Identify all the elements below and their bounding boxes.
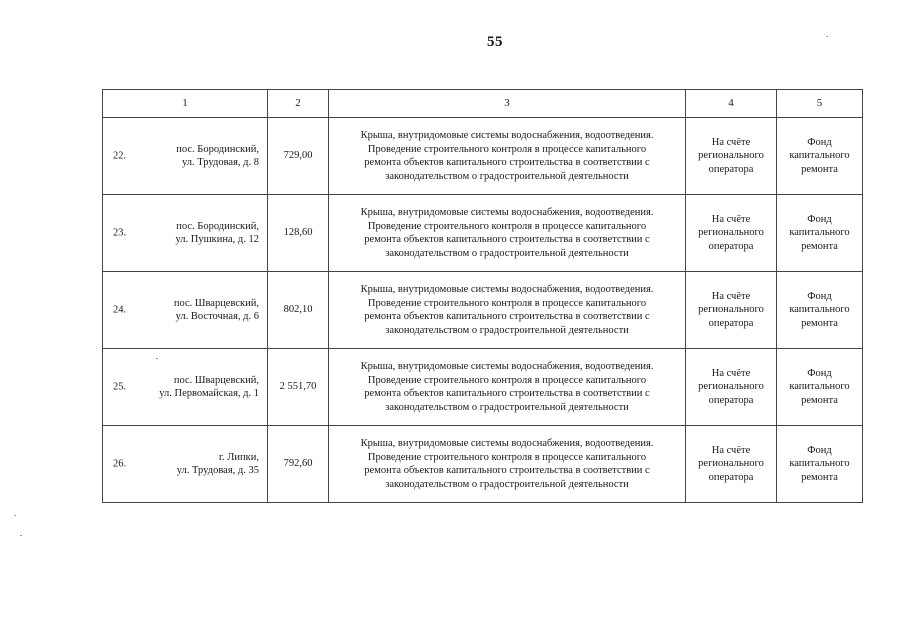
fund-line: капитального xyxy=(789,150,850,162)
works-line: ремонта объектов капитального строительства в соответствии с xyxy=(364,311,650,322)
settlement-name: пос. Шварцевский, xyxy=(173,374,259,386)
works-line: Крыша, внутридомовые системы водоснабжения, водоотведения. xyxy=(360,130,654,141)
row-number: 24. xyxy=(113,304,127,316)
executor-line: регионального xyxy=(698,304,764,316)
address-text xyxy=(103,220,267,247)
fund-line: ремонта xyxy=(801,163,838,175)
fund-line: капитального xyxy=(789,227,850,239)
executor-line: оператора xyxy=(708,394,754,406)
works-line: Крыша, внутридомовые системы водоснабжения, водоотведения. xyxy=(360,284,654,295)
works-line: ремонта объектов капитального строительства в соответствии с xyxy=(364,388,650,399)
executor-line: На счёте xyxy=(711,213,751,225)
address-text xyxy=(103,297,267,324)
settlement-name: пос. Бородинский, xyxy=(176,220,259,232)
repair-works-table xyxy=(102,89,863,503)
table-row xyxy=(103,118,863,195)
address-cell xyxy=(103,195,268,272)
works-line: Крыша, внутридомовые системы водоснабжения, водоотведения. xyxy=(360,438,654,449)
works-line: законодательством о градостроительной деятельности xyxy=(385,247,629,259)
scan-speck xyxy=(14,515,16,516)
works-line: ремонта объектов капитального строительства в соответствии с xyxy=(364,234,650,245)
works-line: законодательством о градостроительной деятельности xyxy=(385,478,629,490)
column-header-4: 4 xyxy=(686,90,777,118)
settlement-name: пос. Бородинский, xyxy=(176,143,259,155)
works-line: законодательством о градостроительной деятельности xyxy=(385,324,629,336)
executor-line: На счёте xyxy=(711,136,751,148)
street-address: ул. Трудовая, д. 8 xyxy=(182,157,259,168)
fund-line: ремонта xyxy=(801,471,838,483)
table-row xyxy=(103,349,863,426)
fund-line: Фонд xyxy=(807,136,832,148)
executor-line: регионального xyxy=(698,381,764,393)
executor-cell xyxy=(686,272,777,349)
executor-line: оператора xyxy=(708,471,754,483)
works-line: Проведение строительного контроля в процессе капитального xyxy=(367,143,647,155)
street-address: ул. Восточная, д. 6 xyxy=(175,311,259,322)
executor-line: На счёте xyxy=(711,367,751,379)
column-header-2: 2 xyxy=(268,90,329,118)
column-header-3: 3 xyxy=(329,90,686,118)
executor-line: оператора xyxy=(708,163,754,175)
address-text xyxy=(103,374,267,401)
fund-line: капитального xyxy=(789,381,850,393)
works-cell xyxy=(329,272,686,349)
fund-line: Фонд xyxy=(807,213,832,225)
area-cell: 128,60 xyxy=(268,195,329,272)
works-line: законодательством о градостроительной деятельности xyxy=(385,401,629,413)
executor-cell xyxy=(686,195,777,272)
fund-line: ремонта xyxy=(801,394,838,406)
address-cell xyxy=(103,426,268,503)
street-address: ул. Пушкина, д. 12 xyxy=(175,234,259,245)
works-cell xyxy=(329,195,686,272)
executor-cell xyxy=(686,426,777,503)
settlement-name: г. Липки, xyxy=(218,451,259,463)
row-number: 22. xyxy=(113,150,127,162)
street-address: ул. Первомайская, д. 1 xyxy=(159,388,259,399)
executor-line: регионального xyxy=(698,150,764,162)
executor-line: оператора xyxy=(708,240,754,252)
executor-line: оператора xyxy=(708,317,754,329)
column-header-5: 5 xyxy=(777,90,863,118)
table-row xyxy=(103,195,863,272)
works-cell xyxy=(329,118,686,195)
executor-line: регионального xyxy=(698,227,764,239)
fund-line: капитального xyxy=(789,458,850,470)
fund-line: Фонд xyxy=(807,367,832,379)
street-address: ул. Трудовая, д. 35 xyxy=(176,465,259,476)
table-row xyxy=(103,426,863,503)
executor-line: На счёте xyxy=(711,290,751,302)
address-cell xyxy=(103,118,268,195)
address-text xyxy=(103,451,267,478)
fund-line: Фонд xyxy=(807,290,832,302)
works-line: ремонта объектов капитального строительства в соответствии с xyxy=(364,157,650,168)
executor-line: регионального xyxy=(698,458,764,470)
works-line: Проведение строительного контроля в процессе капитального xyxy=(367,374,647,386)
row-number: 23. xyxy=(113,227,127,239)
scan-speck xyxy=(20,535,22,536)
area-cell: 802,10 xyxy=(268,272,329,349)
scan-speck xyxy=(826,36,828,37)
works-cell xyxy=(329,349,686,426)
column-header-1: 1 xyxy=(103,90,268,118)
works-line: ремонта объектов капитального строительства в соответствии с xyxy=(364,465,650,476)
area-cell: 729,00 xyxy=(268,118,329,195)
area-cell: 2 551,70 xyxy=(268,349,329,426)
row-number: 25. xyxy=(113,381,127,393)
address-cell xyxy=(103,349,268,426)
works-cell xyxy=(329,426,686,503)
address-text xyxy=(103,143,267,170)
fund-cell xyxy=(777,195,863,272)
works-line: Проведение строительного контроля в процессе капитального xyxy=(367,220,647,232)
area-cell: 792,60 xyxy=(268,426,329,503)
fund-line: Фонд xyxy=(807,444,832,456)
works-line: Проведение строительного контроля в процессе капитального xyxy=(367,451,647,463)
settlement-name: пос. Шварцевский, xyxy=(173,297,259,309)
page-number: 55 xyxy=(487,34,503,50)
executor-line: На счёте xyxy=(711,444,751,456)
fund-cell xyxy=(777,349,863,426)
fund-cell xyxy=(777,426,863,503)
fund-line: капитального xyxy=(789,304,850,316)
works-line: Крыша, внутридомовые системы водоснабжения, водоотведения. xyxy=(360,207,654,218)
executor-cell xyxy=(686,118,777,195)
address-cell xyxy=(103,272,268,349)
fund-line: ремонта xyxy=(801,240,838,252)
table-header-row xyxy=(103,90,863,118)
works-line: Крыша, внутридомовые системы водоснабжения, водоотведения. xyxy=(360,361,654,372)
fund-cell xyxy=(777,118,863,195)
fund-cell xyxy=(777,272,863,349)
table-row xyxy=(103,272,863,349)
fund-line: ремонта xyxy=(801,317,838,329)
row-number: 26. xyxy=(113,458,127,470)
executor-cell xyxy=(686,349,777,426)
works-line: законодательством о градостроительной деятельности xyxy=(385,170,629,182)
works-line: Проведение строительного контроля в процессе капитального xyxy=(367,297,647,309)
